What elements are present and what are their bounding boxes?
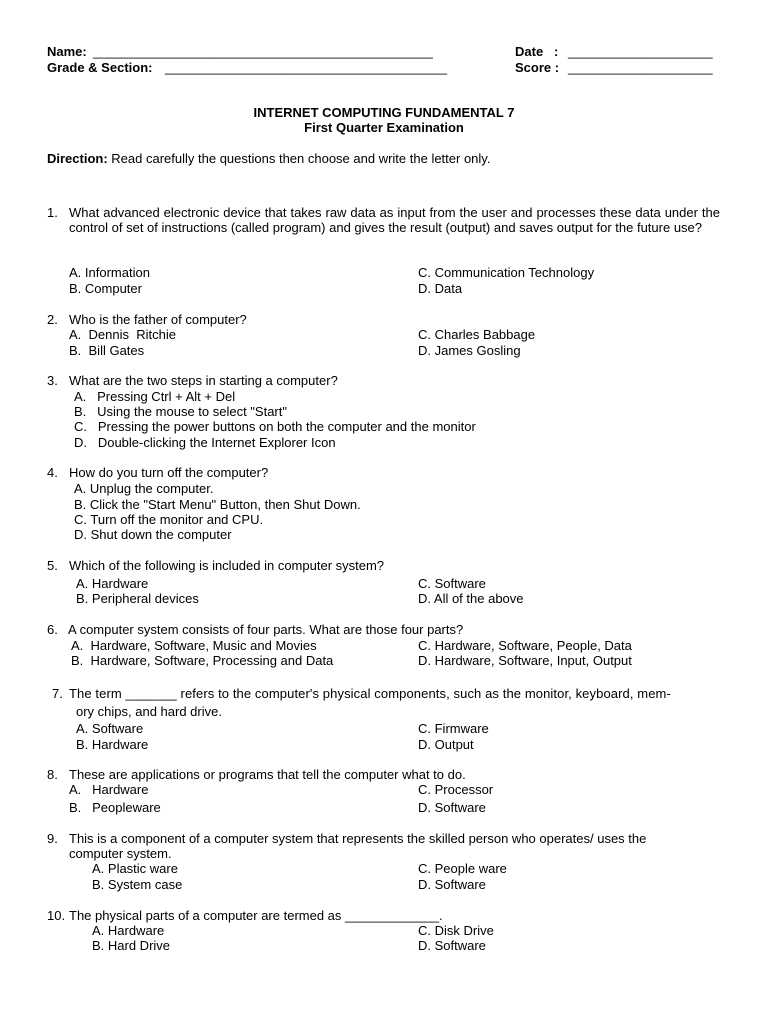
score-label: Score :: [515, 60, 560, 75]
option-b[interactable]: B. Computer: [69, 281, 142, 296]
question-number: 1.: [47, 205, 58, 220]
option-a[interactable]: A. Plastic ware: [92, 861, 178, 876]
direction-label: Direction:: [47, 151, 108, 166]
option-d[interactable]: D. Hardware, Software, Input, Output: [418, 653, 632, 668]
direction-text: Read carefully the questions then choose and write the letter only.: [111, 151, 491, 166]
name-field[interactable]: _______________________________________________: [93, 44, 433, 59]
question-text: How do you turn off the computer?: [69, 465, 269, 480]
option-b[interactable]: B. Hardware: [76, 737, 149, 752]
option-b[interactable]: B. Click the "Start Menu" Button, then Shut Down.: [74, 497, 361, 512]
option-a[interactable]: A. Hardware, Software, Music and Movies: [71, 638, 317, 653]
option-c[interactable]: C. Turn off the monitor and CPU.: [74, 512, 264, 527]
exam-title: INTERNET COMPUTING FUNDAMENTAL 7: [253, 105, 515, 120]
option-a[interactable]: A. Pressing Ctrl + Alt + Del: [74, 389, 236, 404]
option-d[interactable]: D. Double-clicking the Internet Explorer Icon: [74, 435, 336, 450]
question-number: 6.: [47, 622, 58, 637]
option-d[interactable]: D. Data: [418, 281, 463, 296]
option-c[interactable]: C. Pressing the power buttons on both the computer and the monitor: [74, 419, 476, 434]
option-d[interactable]: D. James Gosling: [418, 343, 521, 358]
direction: [47, 151, 490, 166]
option-c[interactable]: C. Disk Drive: [418, 923, 494, 938]
question-number: 9.: [47, 831, 58, 846]
option-a[interactable]: A. Hardware: [76, 576, 149, 591]
option-c[interactable]: C. Communication Technology: [418, 265, 595, 280]
question-number: 5.: [47, 558, 58, 573]
option-a[interactable]: A. Dennis Ritchie: [69, 327, 176, 342]
option-b[interactable]: B. Bill Gates: [69, 343, 145, 358]
option-b[interactable]: B. Hardware, Software, Processing and Data: [71, 653, 334, 668]
name-label: Name:: [47, 44, 87, 59]
option-d[interactable]: D. All of the above: [418, 591, 524, 606]
exam-subtitle: First Quarter Examination: [304, 120, 464, 135]
question-number: 3.: [47, 373, 58, 388]
option-b[interactable]: B. Peopleware: [69, 800, 161, 815]
option-d[interactable]: D. Software: [418, 938, 486, 953]
option-c[interactable]: C. Charles Babbage: [418, 327, 536, 342]
option-c[interactable]: C. People ware: [418, 861, 507, 876]
score-field[interactable]: ____________________: [568, 60, 713, 75]
question-text: These are applications or programs that tell the computer what to do.: [69, 767, 466, 782]
option-c[interactable]: C. Hardware, Software, People, Data: [418, 638, 632, 653]
option-a[interactable]: A. Software: [76, 721, 144, 736]
grade-section-field[interactable]: _______________________________________: [165, 60, 447, 75]
question-text: The term _______ refers to the computer's physical components, such as the monitor, keyboard, mem-: [69, 686, 671, 701]
question-text-continued: computer system.: [69, 846, 172, 861]
option-b[interactable]: B. Hard Drive: [92, 938, 171, 953]
option-d[interactable]: D. Output: [418, 737, 474, 752]
question-text-continued: ory chips, and hard drive.: [76, 704, 222, 719]
question-number: 8.: [47, 767, 58, 782]
question-text: This is a component of a computer system that represents the skilled person who operates/ uses the: [69, 831, 647, 846]
option-a[interactable]: A. Hardware: [69, 782, 149, 797]
option-d[interactable]: D. Shut down the computer: [74, 527, 232, 542]
question-text: What are the two steps in starting a computer?: [69, 373, 338, 388]
option-c[interactable]: C. Software: [418, 576, 486, 591]
question-text: A computer system consists of four parts. What are those four parts?: [68, 622, 464, 637]
question-number: 4.: [47, 465, 58, 480]
question-number: 7.: [52, 686, 63, 701]
question-text: Who is the father of computer?: [69, 312, 247, 327]
question-number: 10.: [47, 908, 66, 923]
question-text: What advanced electronic device that takes raw data as input from the user and processes these data under the control of set of instructions (called program) and gives the result (output) and saves output for the future use?: [69, 205, 720, 235]
question-text: The physical parts of a computer are termed as _____________.: [69, 908, 443, 923]
question-text: Which of the following is included in computer system?: [69, 558, 385, 573]
option-a[interactable]: A. Information: [69, 265, 150, 280]
option-a[interactable]: A. Unplug the computer.: [74, 481, 214, 496]
option-a[interactable]: A. Hardware: [92, 923, 165, 938]
question-number: 2.: [47, 312, 58, 327]
grade-section-label: Grade & Section:: [47, 60, 153, 75]
option-c[interactable]: C. Firmware: [418, 721, 489, 736]
option-d[interactable]: D. Software: [418, 877, 486, 892]
option-d[interactable]: D. Software: [418, 800, 486, 815]
date-label: Date :: [515, 44, 559, 59]
date-field[interactable]: ____________________: [568, 44, 713, 59]
option-c[interactable]: C. Processor: [418, 782, 494, 797]
option-b[interactable]: B. Using the mouse to select "Start": [74, 404, 287, 419]
option-b[interactable]: B. Peripheral devices: [76, 591, 199, 606]
option-b[interactable]: B. System case: [92, 877, 183, 892]
